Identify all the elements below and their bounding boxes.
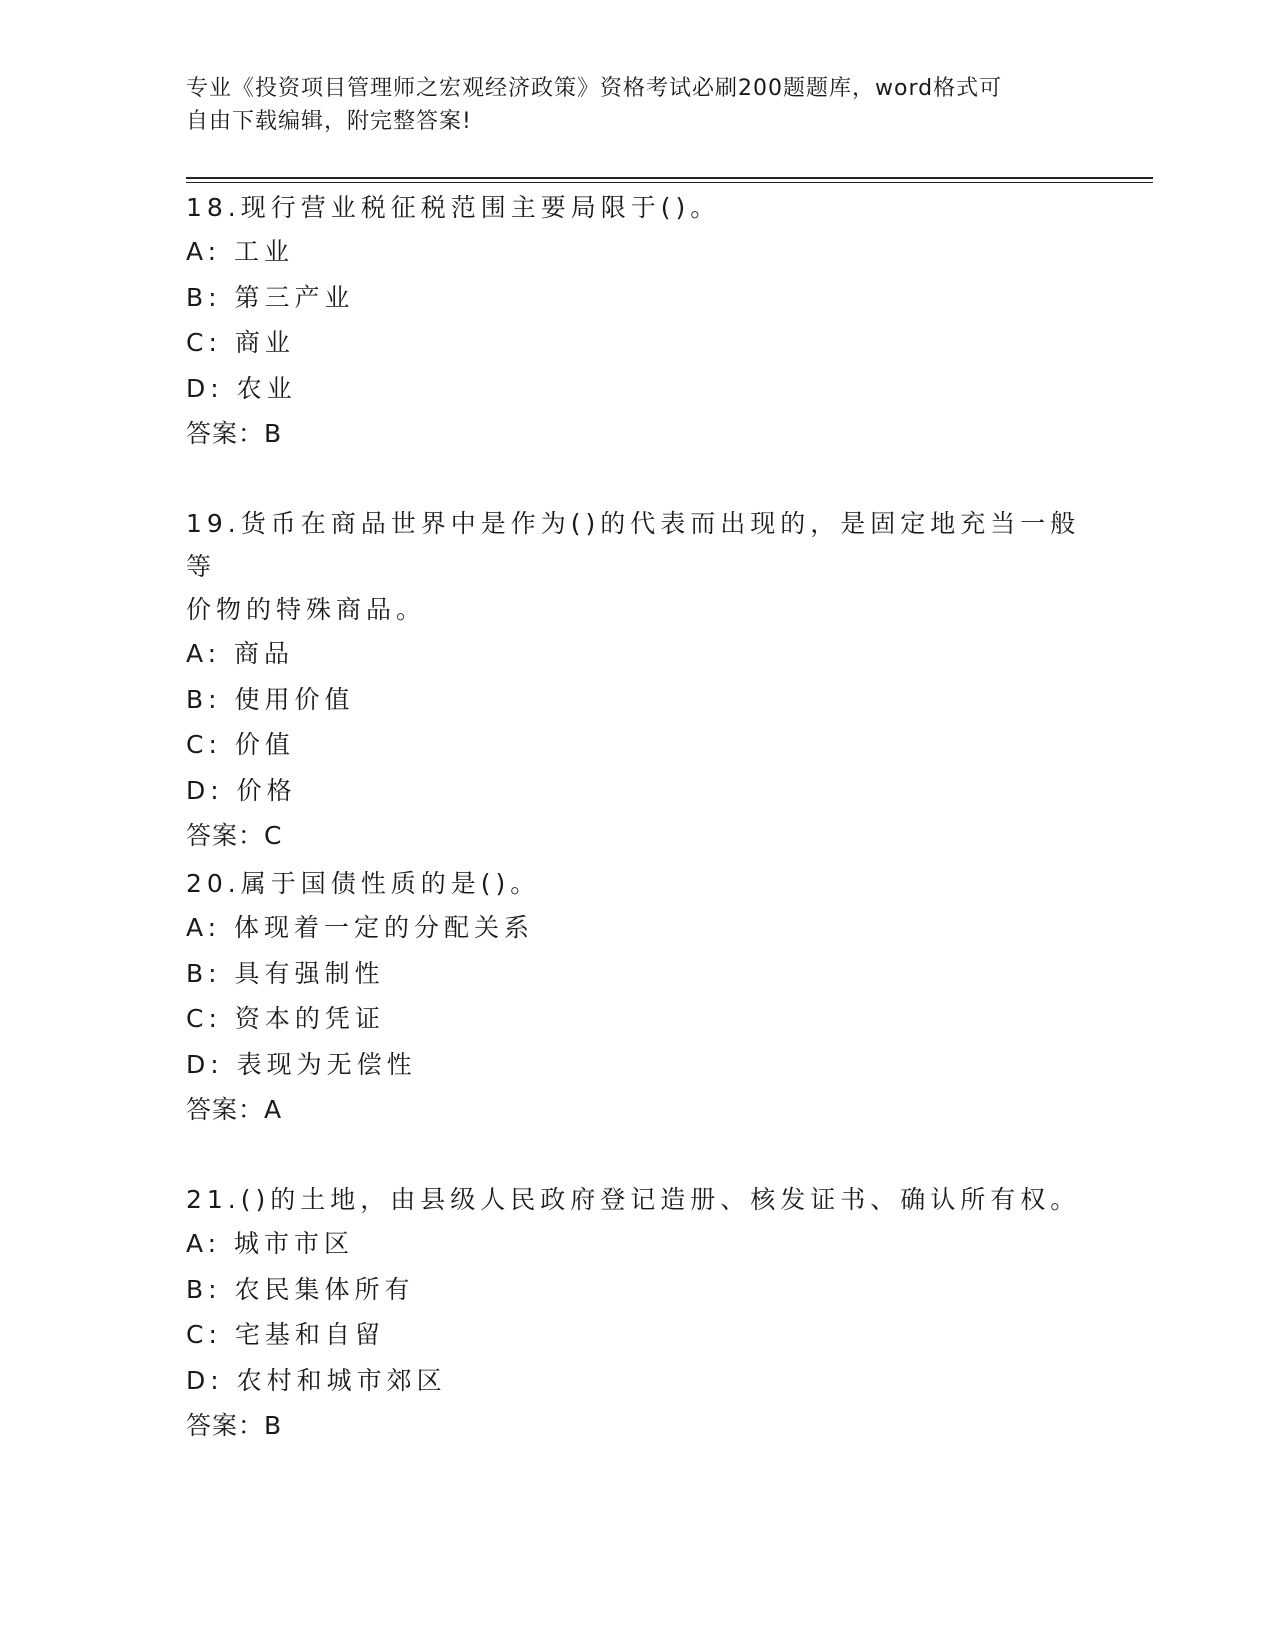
option-b: B: 使用价值 bbox=[186, 684, 355, 714]
option-c: C: 宅基和自留 bbox=[186, 1320, 385, 1349]
question-18 bbox=[186, 186, 1086, 457]
option-c: C: 资本的凭证 bbox=[186, 1004, 385, 1033]
option-a: A: 体现着一定的分配关系 bbox=[186, 913, 535, 942]
question-19 bbox=[186, 502, 1086, 859]
answer-label: 答案：B bbox=[186, 1411, 283, 1440]
question-stem: 21.()的土地，由县级人民政府登记造册、核发证书、确认所有权。 bbox=[186, 1185, 1081, 1214]
header-divider-thin bbox=[186, 182, 1153, 183]
header-divider-thick bbox=[186, 177, 1153, 179]
answer-label: 答案：C bbox=[186, 821, 283, 850]
question-21 bbox=[186, 1178, 1086, 1449]
option-b: B: 第三产业 bbox=[186, 282, 355, 312]
document-header bbox=[186, 72, 1066, 138]
question-stem: 20.属于国债性质的是()。 bbox=[186, 869, 541, 898]
question-stem: 18.现行营业税征税范围主要局限于()。 bbox=[186, 193, 721, 222]
answer-label: 答案：A bbox=[186, 1095, 283, 1124]
option-b: B: 农民集体所有 bbox=[186, 1274, 415, 1304]
header-line-2: 自由下载编辑，附完整答案! bbox=[186, 109, 472, 134]
option-c: C: 价值 bbox=[186, 730, 295, 759]
header-line-1: 专业《投资项目管理师之宏观经济政策》资格考试必刷200题题库，word格式可 bbox=[186, 76, 1003, 101]
option-d: D: 价格 bbox=[186, 775, 297, 805]
question-stem-line-2: 价物的特殊商品。 bbox=[186, 595, 427, 624]
answer-label: 答案：B bbox=[186, 419, 283, 448]
option-c: C: 商业 bbox=[186, 328, 295, 357]
option-a: A: 工业 bbox=[186, 237, 295, 266]
option-d: D: 农村和城市郊区 bbox=[186, 1365, 447, 1395]
option-a: A: 商品 bbox=[186, 639, 295, 668]
question-stem-line-1: 19.货币在商品世界中是作为()的代表而出现的，是固定地充当一般等 bbox=[186, 509, 1081, 581]
option-b: B: 具有强制性 bbox=[186, 958, 385, 988]
question-20 bbox=[186, 862, 1086, 1133]
option-d: D: 表现为无偿性 bbox=[186, 1049, 417, 1079]
option-a: A: 城市市区 bbox=[186, 1229, 355, 1258]
option-d: D: 农业 bbox=[186, 373, 297, 403]
